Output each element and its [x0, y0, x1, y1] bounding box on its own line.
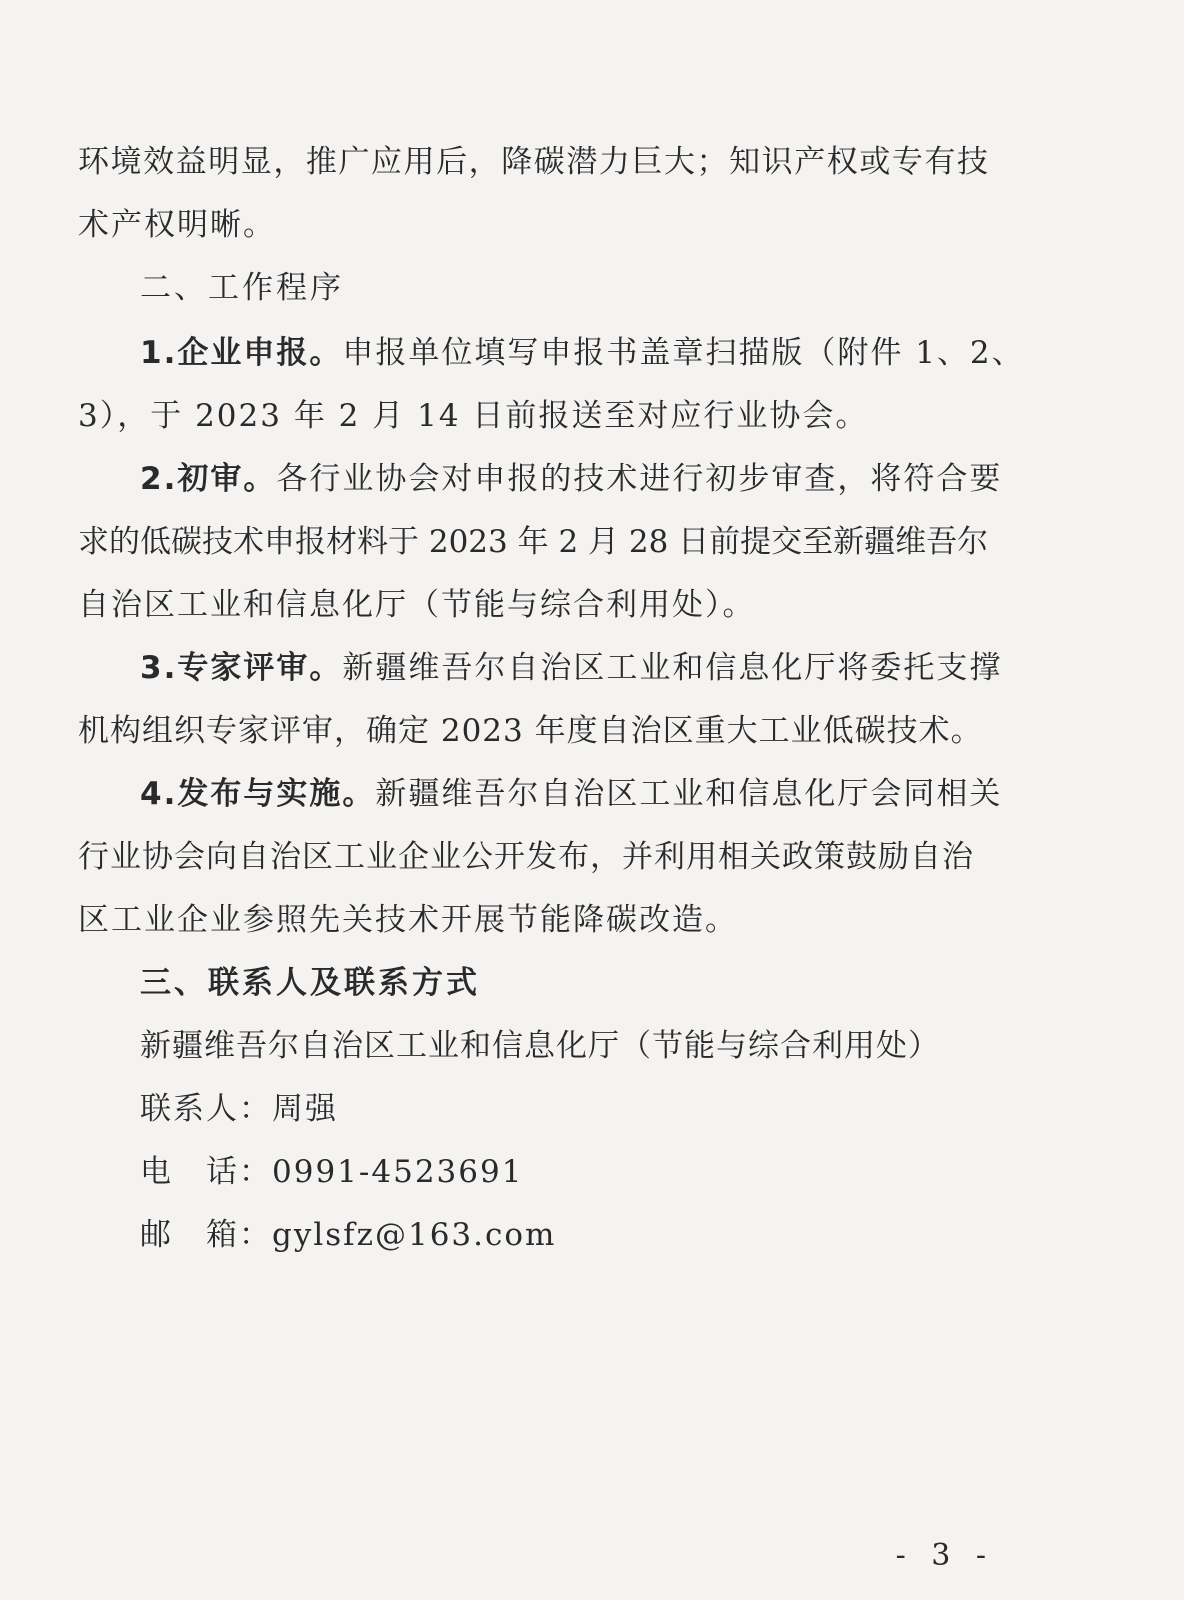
paragraph-line: 自治区工业和信息化厅（节能与综合利用处）。 — [78, 587, 756, 623]
section-heading: 二、工作程序 — [140, 270, 344, 306]
procedure-item-2 — [140, 459, 1002, 499]
item-text: 新疆维吾尔自治区工业和信息化厅将委托支撑 — [342, 650, 1003, 686]
contact-name: 周强 — [272, 1091, 338, 1127]
paragraph-line: 3），于 2023 年 2 月 14 日前报送至对应行业协会。 — [78, 398, 869, 434]
item-lead: 2.初审。 — [140, 461, 277, 497]
paragraph-line: 术产权明晰。 — [78, 207, 276, 243]
contact-phone — [140, 1152, 523, 1192]
paragraph-line: 环境效益明显，推广应用后，降碳潜力巨大；知识产权或专有技 — [78, 144, 988, 180]
contact-email — [140, 1215, 556, 1255]
item-lead: 3.专家评审。 — [140, 650, 343, 686]
paragraph-line: 求的低碳技术申报材料于 2023 年 2 月 28 日前提交至新疆维吾尔 — [78, 524, 989, 560]
item-text: 申报单位填写申报书盖章扫描版（附件 1、2、 — [342, 335, 1025, 371]
item-lead: 4.发布与实施。 — [140, 776, 376, 812]
procedure-item-4 — [140, 774, 1002, 814]
page-number: - 3 - — [895, 1538, 994, 1573]
contact-org: 新疆维吾尔自治区工业和信息化厅（节能与综合利用处） — [140, 1028, 940, 1064]
contact-label: 联系人： — [140, 1091, 272, 1127]
email-label: 邮 箱： — [140, 1217, 272, 1253]
email-value: gylsfz@163.com — [272, 1217, 557, 1253]
phone-label: 电 话： — [140, 1154, 272, 1190]
paragraph-line: 区工业企业参照先关技术开展节能降碳改造。 — [78, 902, 738, 938]
item-lead: 1.企业申报。 — [140, 335, 343, 371]
phone-value: 0991-4523691 — [272, 1154, 524, 1190]
procedure-item-1 — [140, 333, 1025, 373]
procedure-item-3 — [140, 648, 1002, 688]
paragraph-line: 行业协会向自治区工业企业公开发布，并利用相关政策鼓励自治 — [78, 839, 974, 875]
contact-person — [140, 1089, 338, 1129]
section-heading: 三、联系人及联系方式 — [140, 965, 480, 1001]
item-text: 新疆维吾尔自治区工业和信息化厅会同相关 — [375, 776, 1003, 812]
paragraph-line: 机构组织专家评审，确定 2023 年度自治区重大工业低碳技术。 — [78, 713, 983, 749]
item-text: 各行业协会对申报的技术进行初步审查，将符合要 — [276, 461, 1003, 497]
